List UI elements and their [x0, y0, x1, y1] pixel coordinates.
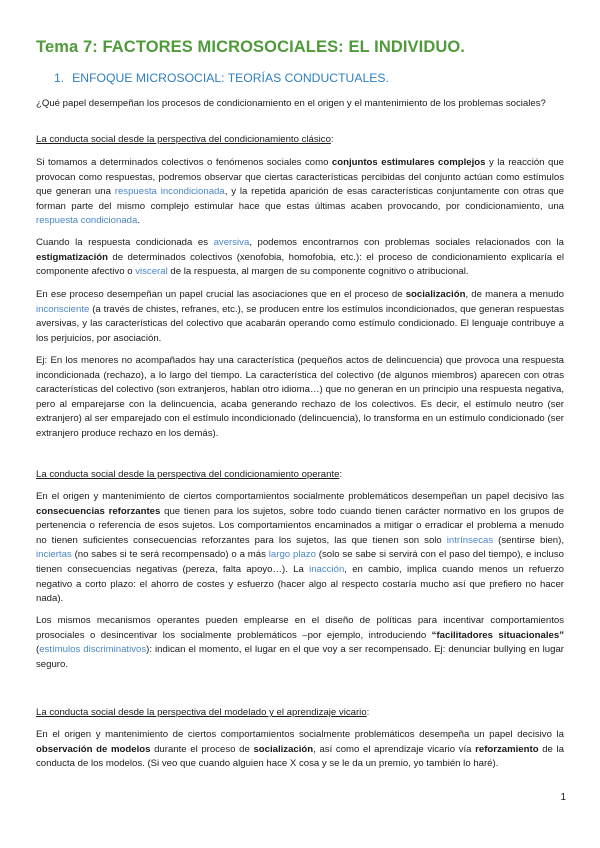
text-run: Los mismos mecanismos operantes pueden emplearse en el diseño de políticas para incentivar comportamientos prosociales o desincentivar los socialmente problemáticos –por ejemplo, introduciendo [36, 615, 564, 641]
bold-term: consecuencias reforzantes [36, 505, 161, 517]
text-run: (sentirse bien), [493, 534, 564, 546]
section-number: 1. [54, 71, 65, 85]
text-run: , en cambio, implica cuando menos un refuerzo negativo a corto plazo: el ahorro de costes y esfuerzo (hacer algo al respecto costaría mucho así que prefiero no hacer nada). [36, 563, 564, 605]
bold-term: “facilitadores situacionales” [431, 629, 564, 641]
paragraph-clasico-example [36, 354, 564, 442]
bold-term: socialización [253, 743, 314, 755]
text-run: , de manera a menudo [465, 289, 564, 300]
heading-clasico-text: La conducta social desde la perspectiva del condicionamiento clásico [36, 134, 331, 145]
text-run: En ese proceso desempeñan un papel crucial las asociaciones que en el proceso de [36, 289, 406, 300]
paragraph-operante-1 [36, 490, 564, 607]
paragraph-modelado-1 [36, 728, 564, 772]
highlight-term: estímulos discriminativos [39, 644, 147, 656]
text-run: de determinados colectivos (xenofobia, homofobia, etc.): el proceso de condicionamiento explicaría el componente afectivo o [36, 251, 564, 278]
highlight-term: respuesta incondicionada [114, 186, 225, 198]
example-text: Ej: En los menores no acompañados hay una característica (pequeños actos de delincuencia) que provoca una respuesta incondicionada (rechazo), a lo largo del tiempo. La característica del colectivo (de algunos miembros) aparecen con otras características del colectivo (son extranjeros, hablan otro idioma…) que no generan en un principio una respuesta negativa, pero al emparejarse con la delincuencia, acaba generando rechazo de los colectivos. Es decir, el estímulo neutro (ser extranjero) al ser emparejado con el estímulo incondicionado (delincuencia), lo transforma en un estímulo condicionado (ser extranjero produce rechazo en los demás). [36, 355, 564, 439]
page-number: 1 [560, 792, 566, 803]
question-text: ¿Qué papel desempeñan los procesos de condicionamiento en el origen y el mantenimiento de los problemas sociales? [36, 98, 546, 109]
text-run: Si tomamos a determinados colectivos o fenómenos sociales como [36, 157, 332, 168]
bold-term: conjuntos estimulares complejos [331, 157, 486, 168]
highlight-term: visceral [135, 266, 168, 278]
highlight-term: inciertas [36, 549, 72, 561]
highlight-term: inconsciente [36, 303, 90, 315]
text-run: de la conducta de los modelos. (Si veo que cuando alguien hace X cosa y se le da un premio, yo también lo haré). [36, 743, 564, 770]
text-run: (no sabes si te será recompensado) o a más [71, 549, 269, 561]
text-run: y la reacción que provocan como respuestas, podremos observar que ciertas características percibidas del conjunto actúan como estímulos que generan una [36, 157, 564, 198]
text-run: ): indican el momento, el lugar en el que voy a ser recompensado. Ej: denunciar bullying en lugar seguro. [36, 644, 564, 670]
heading-modelado: La conducta social desde la perspectiva del modelado y el aprendizaje vicario: [36, 707, 370, 718]
text-run: En el origen y mantenimiento de ciertos comportamientos socialmente problemáticos desempeñan un papel decisivo las [36, 491, 564, 502]
section-title: ENFOQUE MICROSOCIAL: TEORÍAS CONDUCTUALES. [72, 71, 389, 85]
bold-term: reforzamiento [475, 743, 539, 755]
highlight-term: intrínsecas [446, 534, 494, 546]
document-title: Tema 7: FACTORES MICROSOCIALES: EL INDIVIDUO. [36, 38, 465, 56]
text-run: . [137, 215, 141, 227]
heading-modelado-text: La conducta social desde la perspectiva del modelado y el aprendizaje vicario [36, 707, 367, 718]
text-run: (solo se sabe si servirá con el paso del tiempo), e incluso tienen consecuencias negativas (pereza, falta apoyo…). La [36, 549, 565, 575]
text-run: de la respuesta, al margen de su componente cognitivo o atribucional. [167, 266, 469, 278]
highlight-term: inacción [309, 563, 345, 575]
bold-term: estigmatización [36, 251, 108, 263]
text-run: , y la repetida aparición de esas características conjuntamente con otras que forman parte del mismo complejo estimular hace que estas últimas acaben provocando, por condicionamiento, una [36, 186, 565, 212]
text-run: , así como el aprendizaje vicario vía [313, 743, 476, 755]
bold-term: socialización [405, 289, 466, 300]
paragraph-clasico-3 [36, 288, 564, 346]
highlight-term: respuesta condicionada [36, 215, 138, 227]
heading-operante-text: La conducta social desde la perspectiva del condicionamiento operante [36, 469, 340, 480]
text-run: En el origen y mantenimiento de ciertos comportamientos socialmente problemáticos desempeña un papel decisivo la [36, 729, 564, 740]
text-run: Cuando la respuesta condicionada es [36, 237, 214, 248]
paragraph-operante-2 [36, 614, 564, 672]
bold-term: observación de modelos [36, 743, 151, 755]
text-run: ( [36, 644, 40, 656]
heading-operante: La conducta social desde la perspectiva del condicionamiento operante: [36, 469, 343, 480]
paragraph-clasico-1 [36, 156, 564, 229]
text-run: que tienen para los sujetos, sobre todo cuando tienen carácter normativo en los grupos de pertenencia o referencia de esos sujetos. Los comportamientos encaminados a mitigar o erradicar el problema a menudo no tienen suficientes consecuencias reforzantes para los sujetos, las que tienen son solo [36, 505, 564, 546]
section-heading [54, 71, 389, 85]
text-run: (a través de chistes, refranes, etc.), se producen entre los estímulos incondicionados, que generan respuestas aversivas, y las características del colectivo que acabarán operando como estímulo condicionado. El lenguaje contribuye a los perjuicios, por asociación. [36, 303, 564, 344]
intro-question [36, 97, 564, 112]
heading-clasico: La conducta social desde la perspectiva del condicionamiento clásico: [36, 134, 334, 145]
highlight-term: aversiva [213, 237, 250, 248]
text-run: , podemos encontrarnos con problemas sociales relacionados con la [249, 237, 564, 248]
highlight-term: largo plazo [268, 549, 316, 561]
paragraph-clasico-2 [36, 236, 564, 280]
text-run: durante el proceso de [150, 743, 254, 755]
